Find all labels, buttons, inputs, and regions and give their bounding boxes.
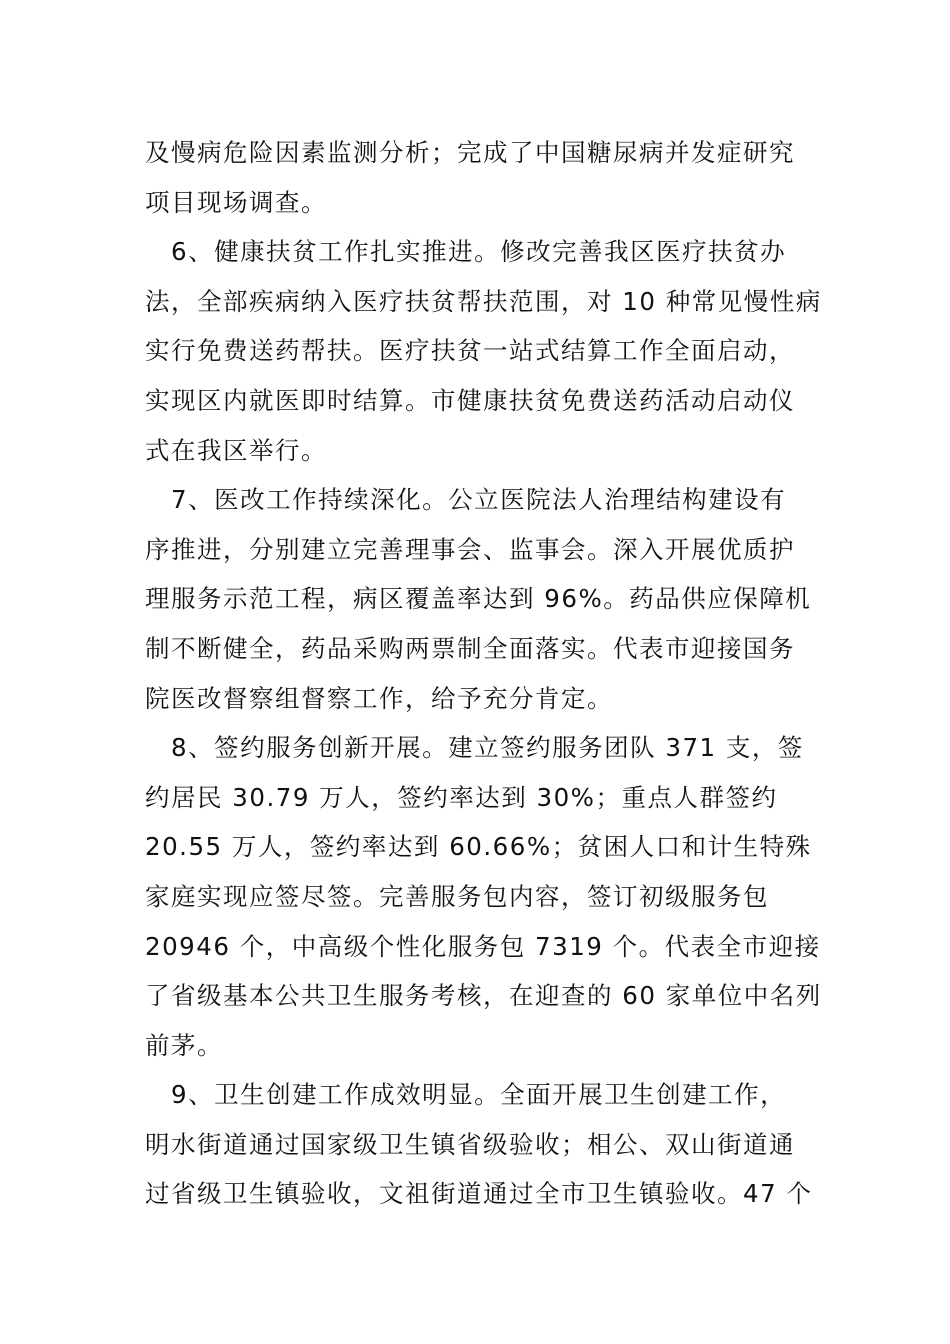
text-line: 理服务示范工程，病区覆盖率达到 96%。药品供应保障机 [145, 584, 812, 614]
text-line: 7、医改工作持续深化。公立医院法人治理结构建设有 [145, 485, 787, 515]
text-line: 制不断健全，药品采购两票制全面落实。代表市迎接国务 [145, 633, 795, 663]
paragraph-item-5-continuation [145, 128, 810, 227]
text-line: 序推进，分别建立完善理事会、监事会。深入开展优质护 [145, 534, 795, 564]
text-line: 实现区内就医即时结算。市健康扶贫免费送药活动启动仪 [145, 385, 795, 415]
text-line: 约居民 30.79 万人，签约率达到 30%；重点人群签约 [145, 782, 778, 812]
paragraph-item-9 [145, 1070, 813, 1219]
text-line: 式在我区举行。 [145, 435, 327, 465]
paragraph-item-7 [145, 475, 810, 723]
text-line: 6、健康扶贫工作扎实推进。修改完善我区医疗扶贫办 [145, 237, 787, 267]
text-line: 过省级卫生镇验收，文祖街道通过全市卫生镇验收。47 个 [145, 1179, 813, 1209]
text-line: 8、签约服务创新开展。建立签约服务团队 371 支，签 [145, 733, 804, 763]
text-line: 实行免费送药帮扶。医疗扶贫一站式结算工作全面启动， [145, 336, 795, 366]
text-line: 20.55 万人，签约率达到 60.66%；贫困人口和计生特殊 [145, 832, 812, 862]
text-line: 了省级基本公共卫生服务考核，在迎查的 60 家单位中名列 [145, 981, 822, 1011]
text-line: 院医改督察组督察工作，给予充分肯定。 [145, 683, 613, 713]
document-body [145, 128, 822, 1219]
text-line: 前茅。 [145, 1030, 223, 1060]
paragraph-item-8 [145, 723, 822, 1070]
text-line: 家庭实现应签尽签。完善服务包内容，签订初级服务包 [145, 881, 769, 911]
text-line: 20946 个，中高级个性化服务包 7319 个。代表全市迎接 [145, 931, 821, 961]
text-line: 项目现场调查。 [145, 187, 327, 217]
text-line: 及慢病危险因素监测分析；完成了中国糖尿病并发症研究 [145, 138, 795, 167]
text-line: 9、卫生创建工作成效明显。全面开展卫生创建工作， [145, 1080, 787, 1110]
text-line: 明水街道通过国家级卫生镇省级验收；相公、双山街道通 [145, 1129, 795, 1159]
paragraph-item-6 [145, 227, 822, 475]
text-line: 法，全部疾病纳入医疗扶贫帮扶范围，对 10 种常见慢性病 [145, 286, 822, 316]
